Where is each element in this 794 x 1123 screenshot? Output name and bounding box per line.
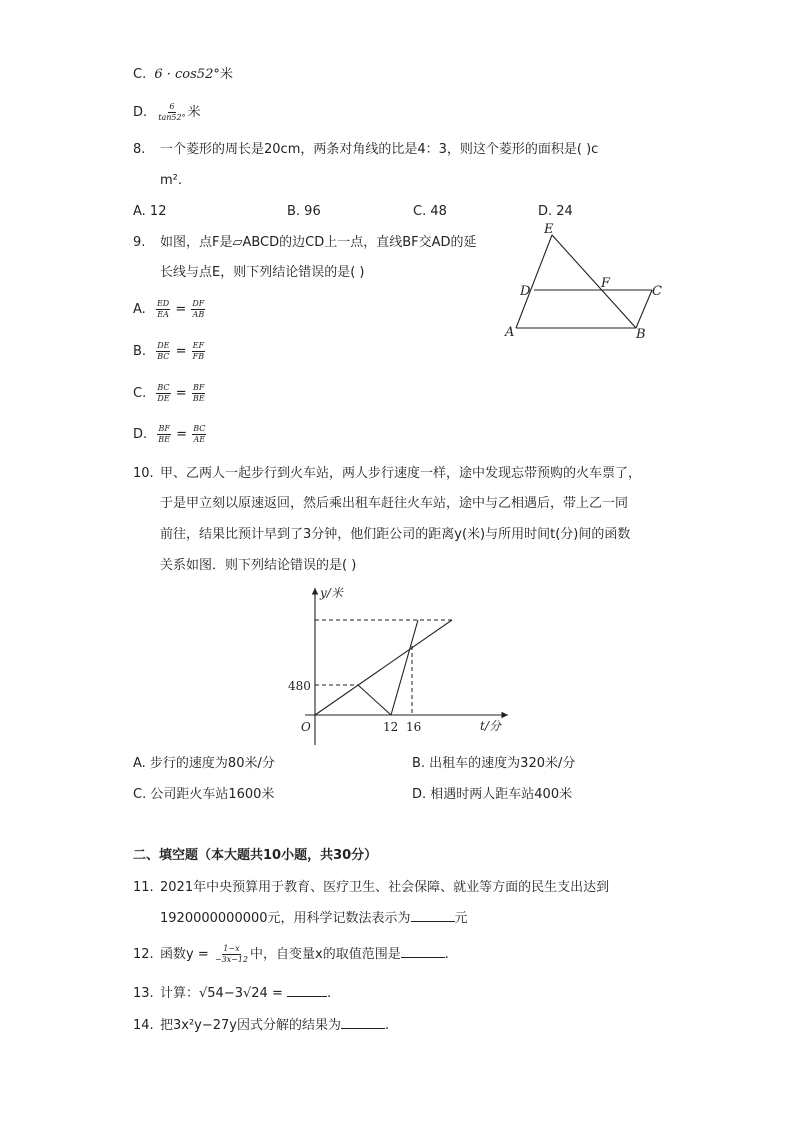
q13-number: 13. xyxy=(133,986,154,1001)
denominator: AE xyxy=(193,435,206,444)
option-label: A. xyxy=(133,302,146,317)
denominator: BE xyxy=(158,435,171,444)
equals-sign: = xyxy=(175,386,187,401)
denominator: DE xyxy=(157,394,170,403)
q9-option-b xyxy=(133,340,206,364)
q10-text-line3: 前往，结果比预计早到了3分钟，他们距公司的距离y(米)与所用时间t(分)间的函数 xyxy=(160,527,631,542)
q12-text-mid: 中，自变量x的取值范围是 xyxy=(250,947,401,962)
point-label-f: F xyxy=(601,276,611,291)
q11-text-line2-start: 1920000000000元，用科学记数法表示为 xyxy=(160,911,411,926)
numerator: DF xyxy=(192,299,205,308)
q12-answer-blank[interactable] xyxy=(401,957,445,958)
q11-number: 11. xyxy=(133,880,154,895)
point-label-a: A xyxy=(505,325,515,340)
q10-text-line2: 于是甲立刻以原速返回，然后乘出租车赶往火车站，途中与乙相遇后，带上乙一同 xyxy=(160,496,629,511)
x-tick-12: 12 xyxy=(383,720,399,734)
q10-text-line1: 甲、乙两人一起步行到火车站，两人步行速度一样，途中发现忘带预购的火车票了， xyxy=(160,466,642,481)
q7-option-d-label: D. xyxy=(133,105,148,120)
numerator: BC xyxy=(193,424,206,433)
fraction-right xyxy=(192,341,205,362)
return-path xyxy=(358,685,391,715)
q14-text xyxy=(160,1017,389,1035)
origin-label: O xyxy=(301,720,311,734)
fraction-left xyxy=(156,299,170,320)
q12-fraction xyxy=(214,944,249,965)
section-2-heading: 二、填空题（本大题共10小题，共30分） xyxy=(133,848,378,863)
option-label: D. xyxy=(133,427,148,442)
q13-text-start: 计算：√54−3√24 = xyxy=(160,986,287,1001)
equals-sign: = xyxy=(175,302,187,317)
q8-option-d: D. 24 xyxy=(538,204,573,219)
q14-answer-blank[interactable] xyxy=(341,1028,385,1029)
q8-option-b: B. 96 xyxy=(287,204,321,219)
q9-text-line2: 长线与点E，则下列结论错误的是( ) xyxy=(160,265,365,280)
q7-option-c-unit: 米 xyxy=(219,67,233,82)
segment-ae xyxy=(516,235,552,328)
q8-text-line2: m². xyxy=(160,173,183,188)
q9-option-d xyxy=(133,423,207,447)
numerator: EF xyxy=(192,341,205,350)
q14-text-start: 把3x²y−27y因式分解的结果为 xyxy=(160,1018,341,1033)
option-label: C. xyxy=(133,386,147,401)
q7-option-c-label: C. xyxy=(133,67,147,82)
segment-cb xyxy=(636,290,652,328)
q8-option-c: C. 48 xyxy=(413,204,447,219)
q13-text xyxy=(160,985,331,1003)
equals-sign: = xyxy=(175,344,187,359)
denominator: −3x−12 xyxy=(214,955,249,964)
option-label: B. xyxy=(133,344,147,359)
q13-answer-blank[interactable] xyxy=(287,996,327,997)
q9-parallelogram-figure xyxy=(500,220,670,345)
fraction-left xyxy=(157,424,171,445)
numerator: 1−x xyxy=(223,944,240,953)
denominator: EA xyxy=(157,310,169,319)
q10-option-a: A. 步行的速度为80米/分 xyxy=(133,756,275,771)
segment-eb xyxy=(552,235,636,328)
x-tick-16: 16 xyxy=(406,720,422,734)
point-label-c: C xyxy=(652,284,662,299)
walker-line xyxy=(315,620,452,715)
fraction-right xyxy=(192,383,206,404)
q9-option-a xyxy=(133,298,206,322)
numerator: 6 xyxy=(169,102,175,111)
q7-option-d xyxy=(133,101,201,125)
denominator: BC xyxy=(157,352,170,361)
x-axis-label: t/分 xyxy=(480,719,501,733)
taxi-path xyxy=(391,620,418,715)
q9-text-line1: 如图，点F是▱ABCD的边CD上一点，直线BF交AD的延 xyxy=(160,235,477,250)
q12-number: 12. xyxy=(133,947,154,962)
q7-option-c xyxy=(133,66,233,84)
q14-number: 14. xyxy=(133,1018,154,1033)
numerator: DE xyxy=(157,341,170,350)
equals-sign: = xyxy=(176,427,188,442)
q8-option-a: A. 12 xyxy=(133,204,167,219)
fraction-left xyxy=(156,341,170,362)
fraction-left xyxy=(156,383,170,404)
denominator: tan52° xyxy=(158,113,186,122)
q9-option-c xyxy=(133,382,207,406)
numerator: ED xyxy=(156,299,170,308)
q12-text-start: 函数y = xyxy=(160,947,213,962)
q12-text xyxy=(160,943,449,967)
numerator: BC xyxy=(157,383,170,392)
denominator: BE xyxy=(192,394,205,403)
q12-text-end: . xyxy=(444,947,449,962)
q7-option-d-fraction xyxy=(157,102,186,123)
fraction-right xyxy=(192,424,206,445)
q9-number: 9. xyxy=(133,235,146,250)
q10-option-d: D. 相遇时两人距车站400米 xyxy=(412,787,573,802)
numerator: BF xyxy=(158,424,170,433)
q10-distance-time-graph xyxy=(280,580,540,750)
denominator: FB xyxy=(192,352,205,361)
q11-answer-blank[interactable] xyxy=(411,921,455,922)
q13-text-end: . xyxy=(326,986,332,1001)
q7-option-c-expr: 6 · cos52° xyxy=(154,67,220,82)
point-label-b: B xyxy=(636,327,646,342)
q8-text-line1: 一个菱形的周长是20cm，两条对角线的比是4：3，则这个菱形的面积是( )c xyxy=(160,142,599,157)
q10-text-line4: 关系如图．则下列结论错误的是( ) xyxy=(160,558,357,573)
q11-text-line2-end: 元 xyxy=(454,911,468,926)
q10-number: 10. xyxy=(133,466,154,481)
q11-text-line1: 2021年中央预算用于教育、医疗卫生、社会保障、就业等方面的民生支出达到 xyxy=(160,880,610,895)
q7-option-d-unit: 米 xyxy=(187,105,201,120)
q10-option-b: B. 出租车的速度为320米/分 xyxy=(412,756,576,771)
q10-option-c: C. 公司距火车站1600米 xyxy=(133,787,275,802)
q14-text-end: . xyxy=(385,1018,390,1033)
q11-text-line2 xyxy=(160,910,468,928)
fraction-right xyxy=(191,299,205,320)
point-label-e: E xyxy=(544,222,554,237)
point-label-d: D xyxy=(520,284,531,299)
q8-number: 8. xyxy=(133,142,146,157)
y-axis-label: y/米 xyxy=(320,586,343,600)
y-tick-480: 480 xyxy=(288,679,311,693)
numerator: BF xyxy=(192,383,205,392)
denominator: AB xyxy=(192,310,205,319)
